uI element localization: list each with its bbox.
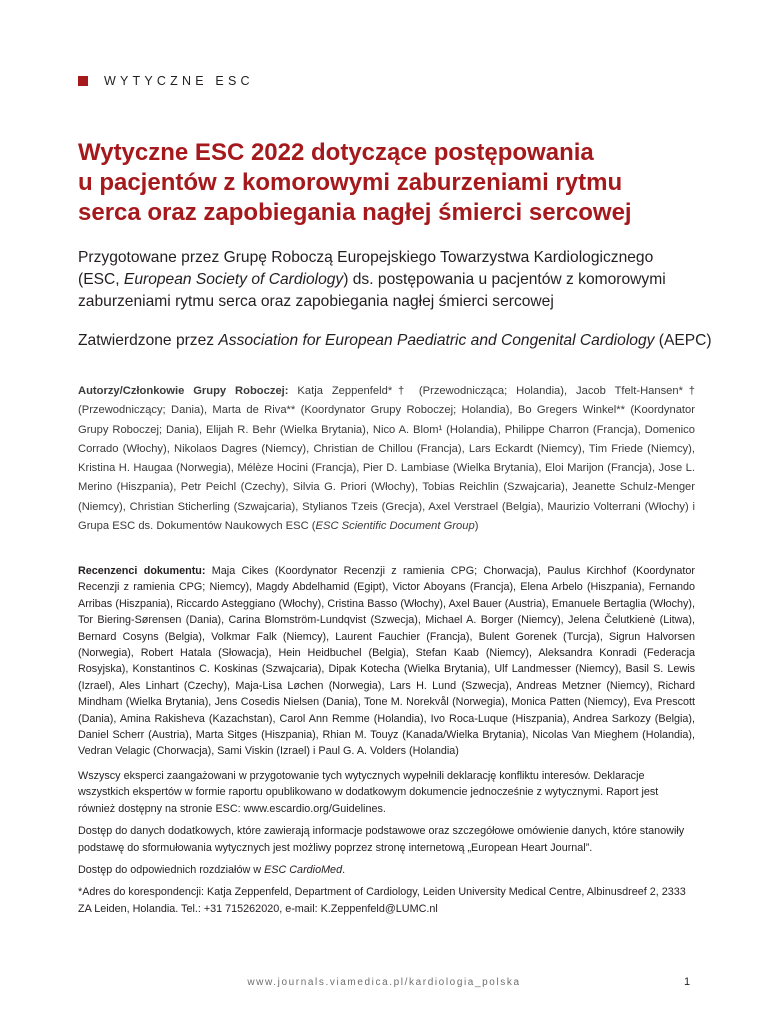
document-title [78,138,718,228]
authors-paragraph [78,382,695,536]
document-subtitle [78,247,718,313]
subtitle-line-2-pre: (ESC, [78,271,124,288]
subtitle-line-2-italic: European Society of Cardiology [123,271,344,288]
page-number: 1 [684,976,691,988]
approval-italic: Association for European Paediatric and Congenital Cardiology [218,332,655,349]
cardiomed-italic: ESC CardioMed [264,864,343,877]
footer-url[interactable]: www.journals.viamedica.pl/kardiologia_polska [247,977,521,988]
approval-pre: Zatwierdzone przez [78,332,219,349]
correspondence-note: *Adres do korespondencji: Katja Zeppenfeld, Department of Cardiology, Leiden University Medical Centre, Albinusdreef 2, 2333 ZA Leiden, Holandia. Tel.: +31 715262020, e-mail: K.Zeppenfeld@LUMC.nl [78,886,686,915]
subtitle-line-2-post: ) ds. postępowania u pacjentów z komorowymi [343,271,666,288]
authors-text: Katja Zeppenfeld*† (Przewodnicząca; Holandia), Jacob Tfelt-Hansen*† (Przewodniczący; Dania), Marta de Riva** (Koordynator Grupy Roboczej; Holandia), Bo Gregers Winkel** (Koordynator Grupy Roboczej; Dania), Elijah R. Behr (Wielka Brytania), Nico A. Blom¹ (Holandia), Philippe Charron (Francja), Domenico Corrado (Włochy), Nikolaos Dagres (Niemcy), Christian de Chillou (Francja), Lars Eckardt (Niemcy), Tim Friede (Niemcy), Kristina H. Haugaa (Norwegia), Mélèze Hocini (Francja), Pier D. Lambiase (Wielka Brytania), Eloi Marijon (Francja), Jose L. Merino (Hiszpania), Petr Peichl (Czechy), Silvia G. Priori (Włochy), Tobias Reichlin (Szwajcaria), Jeanette Schulz-Menger (Niemcy), Christian Sticherling (Szwajcaria), Stylianos Tzeis (Grecja), Axel Verstrael (Belgia), Maurizio Volterrani (Włochy) i Grupa ESC ds. Dokumentów Naukowych ESC ( [78,385,696,533]
title-line-3: serca oraz zapobiegania nagłej śmierci sercowej [78,199,632,226]
approval-post: (AEPC) [654,332,712,349]
cardiomed-note [78,862,695,878]
reviewers-text: Maja Cikes (Koordynator Recenzji z ramienia CPG; Chorwacja), Paulus Kirchhof (Koordynator Recenzji z ramienia CPG; Niemcy), Magdy Abdelhamid (Egipt), Victor Aboyans (Francja), Elena Arbelo (Hiszpania), Fernando Arribas (Hiszpania), Riccardo Asteggiano (Włochy), Cristina Basso (Włochy), Axel Bauer (Austria), Emanuele Bertaglia (Włochy), Tor Biering-Sørensen (Dania), Carina Blomström-Lundqvist (Szwecja), Michael A. Borger (Niemcy), Jelena Čelutkienė (Litwa), Bernard Cosyns (Belgia), Volkmar Falk (Niemcy), Laurent Fauchier (Francja), Bulent Gorenek (Turcja), Sigrun Halvorsen (Norwegia), Robert Hatala (Słowacja), Hein Heidbuchel (Belgia), Stefan Kaab (Niemcy), Aleksandra Konradi (Federacja Rosyjska), Konstantinos C. Koskinas (Szwajcaria), Dipak Kotecha (Wielka Brytania), Ulf Landmesser (Niemcy), Basil S. Lewis (Izrael), Ales Linhart (Czechy), Maja-Lisa Løchen (Norwegia), Lars H. Lund (Szwecja), Andreas Metzner (Niemcy), Richard Mindham (Wielka Brytania), Jens Cosedis Nielsen (Dania), Tone M. Norekvål (Norwegia), Monica Patten (Niemcy), Eva Prescott (Dania), Amina Rakisheva (Kazachstan), Carol Ann Remme (Holandia), Ivo Roca-Luque (Hiszpania), Andrea Sarkozy (Belgia), Daniel Scherr (Austria), Marta Sitges (Hiszpania), Rhian M. Touyz (Kanada/Wielka Brytania), Nicolas Van Mieghem (Holandia), Vedran Velagic (Chorwacja), Sami Viskin (Izrael) i Paul G. A. Volders (Holandia) [78,565,695,758]
authors-italic: ESC Scientific Document Group [315,520,475,533]
subtitle-line-1: Przygotowane przez Grupę Roboczą Europejskiego Towarzystwa Kardiologicznego [78,249,654,266]
section-marker [78,76,88,86]
authors-end: ) [474,520,479,533]
cardiomed-post: . [342,864,346,877]
section-label: WYTYCZNE ESC [104,74,254,88]
title-line-2: u pacjentów z komorowymi zaburzeniami rytmu [78,169,623,196]
title-line-1: Wytyczne ESC 2022 dotyczące postępowania [78,139,594,166]
section-header [78,74,254,88]
supplementary-note: Dostęp do danych dodatkowych, które zawierają informacje podstawowe oraz szczegółowe omówienie danych, które stanowiły podstawę do sformułowania wytycznych jest możliwy poprzez stronę internetową „European Heart Journal”. [78,825,685,854]
reviewers-paragraph [78,563,695,760]
subtitle-line-3: zaburzeniami rytmu serca oraz zapobiegania nagłej śmierci sercowej [78,293,554,310]
notes-section [78,768,695,923]
approval-line [78,330,718,352]
reviewers-label: Recenzenci dokumentu: [78,565,206,577]
subtitle-line-2 [78,269,718,291]
cardiomed-pre: Dostęp do odpowiednich rozdziałów w [78,864,265,877]
authors-label: Autorzy/Członkowie Grupy Roboczej: [78,385,289,397]
conflict-note: Wszyscy eksperci zaangażowani w przygotowanie tych wytycznych wypełnili deklarację konfliktu interesów. Deklaracje wszystkich ekspertów w formie raportu opublikowano w dodatkowym dokumencie jednocześnie z wytycznymi. Raport jest również dostępny na stronie ESC: www.escardio.org/Guidelines. [78,770,659,815]
